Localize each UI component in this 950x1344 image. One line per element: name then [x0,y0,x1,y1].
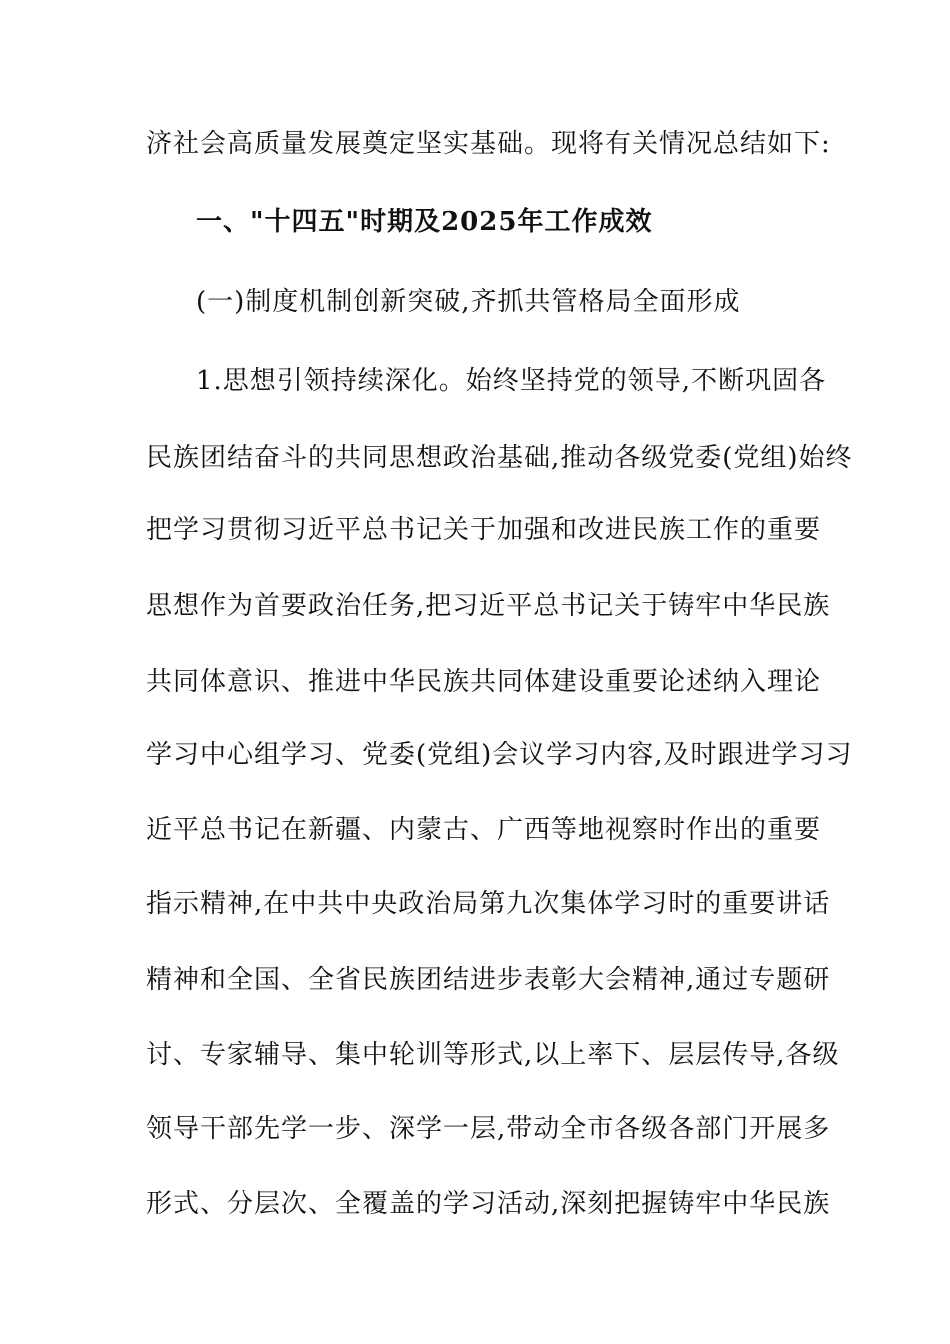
paragraph-line: 民族团结奋斗的共同思想政治基础,推动各级党委(党组)始终 [146,443,853,473]
paragraph-line: 形式、分层次、全覆盖的学习活动,深刻把握铸牢中华民族 [146,1189,831,1219]
paragraph-line: 1.思想引领持续深化。始终坚持党的领导,不断巩固各 [196,366,827,396]
subsection-heading: (一)制度机制创新突破,齐抓共管格局全面形成 [196,287,741,317]
paragraph-line: 指示精神,在中共中央政治局第九次集体学习时的重要讲话 [146,889,831,919]
paragraph-line: 思想作为首要政治任务,把习近平总书记关于铸牢中华民族 [146,591,831,621]
section-heading: 一、"十四五"时期及2025年工作成效 [196,207,653,237]
paragraph-line: 领导干部先学一步、深学一层,带动全市各级各部门开展多 [146,1114,831,1144]
paragraph-line: 把学习贯彻习近平总书记关于加强和改进民族工作的重要 [146,515,822,545]
paragraph-line: 济社会高质量发展奠定坚实基础。现将有关情况总结如下: [146,129,831,159]
paragraph-line: 近平总书记在新疆、内蒙古、广西等地视察时作出的重要 [146,815,822,845]
paragraph-line: 讨、专家辅导、集中轮训等形式,以上率下、层层传导,各级 [146,1040,840,1070]
paragraph-line: 精神和全国、全省民族团结进步表彰大会精神,通过专题研 [146,965,831,995]
paragraph-line: 学习中心组学习、党委(党组)会议学习内容,及时跟进学习习 [146,740,853,770]
paragraph-line: 共同体意识、推进中华民族共同体建设重要论述纳入理论 [146,667,822,697]
